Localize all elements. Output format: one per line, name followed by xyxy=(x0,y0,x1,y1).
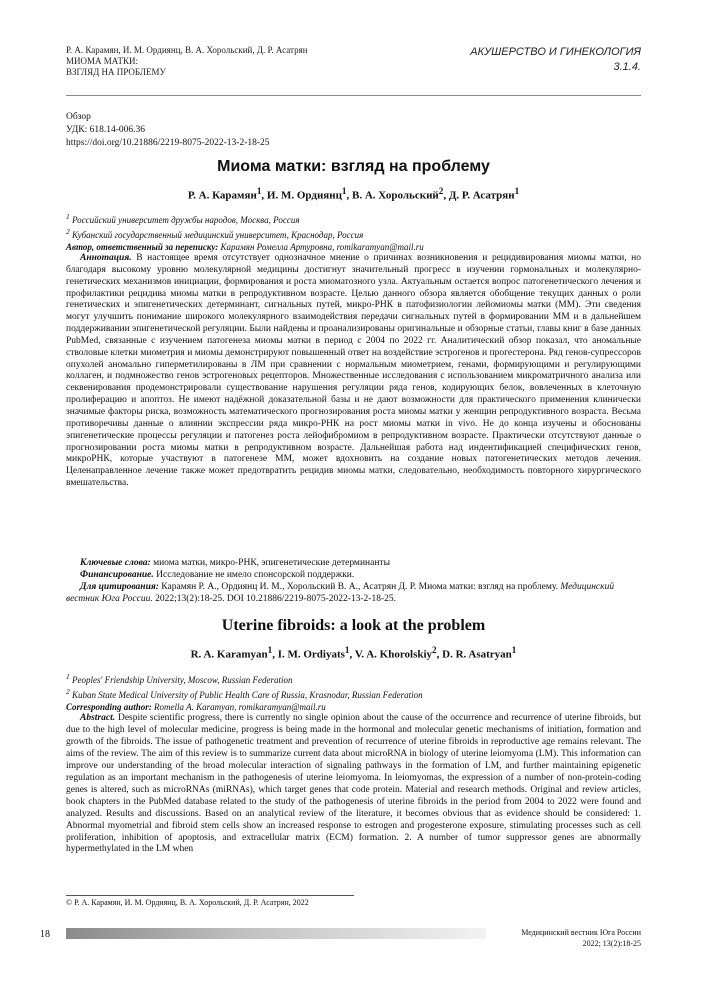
author: D. R. Asatryan xyxy=(442,648,512,661)
running-header-left xyxy=(66,45,308,78)
author-affiliation-mark: 1 xyxy=(344,645,350,655)
affiliation-1: $^1$ Российский университет дружбы народов, Москва, Россия xyxy=(66,212,300,225)
author-affiliation-mark: 1 xyxy=(511,645,517,655)
footnote-divider xyxy=(66,895,354,896)
abstract-text: В настоящее время отсутствует однозначное мнение о причинах возникновения и рецидивирования миомы матки, но благодаря высокому уровню молекулярной медицины достигнут значительный прогресс в изучении гормональных и молекулярно-генетических механизмов инициации, формирования и роста миоматозного узла. Актуальным остается вопрос патогенетического лечения и профилактики рецидива миомы матки в репродуктивном возрасте. Целью данного обзора является обобщение текущих данных о роли генетических и эпигенетических детерминант, сигнальных путей, микро-РНК в патофизиологии лейомиомы матки (ММ). Эти сведения могут улучшить понимание широкого молекулярного взаимодействия передачи сигнальных путей в формировании ММ и в дальнейшем поддерживании эпигенетической регуляции. Были найдены и проанализированы оригинальные и обзорные статьи, главы книг в базе данных PubMed, связанные с изучением патогенеза миомы матки в период с 2004 по 2022 гг. Аналитический обзор показал, что аномальные стволовые клетки миометрия и миомы демонстрируют повышенный ответ на воздействие эстрогенов и прогестерона. Ряд генов-супрессоров опухолей аномально гиперметилированы в ЛМ при сравнении с нормальным миометрием, генами, формирующими и регулирующими коллаген, и подмножество генов эстрогеновых рецепторов. Множественные исследования с использованием микроматричного анализа или секвенирования продемонстрировали существование нарушения регуляции ряда генов, кодирующих белок, вовлеченных в клеточную пролиферацию и апоптоз. Не имеют надёжной доказательной базы и не дают возможности для практического применения клинически значимые факторы риска, возможность математического прогнозирования роста миомы матки у женщин репродуктивного возраста. Весьма противоречивы данные о влиянии экспрессии ряда микро-РНК на рост миомы матки in vivo. Не до конца изучены и обоснованы эпигенетические процессы регуляции и патогенез роста лейофибромиом в репродуктивном возрасте. Практически отсутствуют данные о прогнозировании роста миомы матки в репродуктивном возрасте. Дальнейшая работа над индентификацией специфических генов, микроРНК, которые участвуют в патогенезе ММ, может вдохновить на создание новых патогенетических методов лечения. Целенаправленное лечение также может предотвратить рецидив миомы матки, следовательно, необходимость повторного хирургического вмешательства. xyxy=(66,253,642,489)
corresponding-author: Автор, ответственный за переписку: Карамян Ромелла Артуровна, romikaramyan@mail.ru xyxy=(66,242,424,252)
abstract-en xyxy=(66,713,641,856)
affiliation-1: $^1$ Peoples' Friendship University, Moscow, Russian Federation xyxy=(66,672,293,685)
header-divider xyxy=(66,95,641,96)
author-affiliation-mark: 2 xyxy=(438,186,444,196)
header-section-number: 3.1.4. xyxy=(613,61,641,73)
keywords: Ключевые слова: миома матки, микро-РНК, эпигенетические детерминанты xyxy=(80,558,390,568)
author-affiliation-mark: 1 xyxy=(514,186,520,196)
author-affiliation-mark: 2 xyxy=(432,645,437,655)
page-number: 18 xyxy=(40,929,50,940)
author-affiliation-mark: 1 xyxy=(256,186,262,196)
authors-ru: Р. А. Карамян$^1$, И. М. Ордиянц$^1$, В. А. Хорольский$^2$, Д. Р. Асатрян$^1$ xyxy=(187,186,520,202)
header-title-line1: МИОМА МАТКИ: xyxy=(66,56,138,66)
running-header-right xyxy=(470,45,641,75)
title-en: Uterine fibroids: a look at the problem xyxy=(221,617,486,634)
authors-en: R. A. Karamyan$^1$, I. M. Ordiyats$^1$, V. A. Khorolskiy$^2$, D. R. Asatryan$^1$ xyxy=(190,645,517,661)
article-type: Обзор xyxy=(66,112,91,122)
doi-link[interactable]: https://doi.org/10.21886/2219-8075-2022-13-2-18-25 xyxy=(66,138,270,148)
title-ru: Миома матки: взгляд на проблему xyxy=(217,158,490,175)
affiliation-2: $^2$ Kuban State Medical University of Public Health Care of Russia, Krasnodar, Russian Federation xyxy=(66,687,423,700)
author: Р. А. Карамян xyxy=(187,189,257,202)
author-affiliation-mark: 1 xyxy=(267,645,273,655)
header-section: АКУШЕРСТВО И ГИНЕКОЛОГИЯ xyxy=(470,46,641,58)
article-meta xyxy=(66,111,270,150)
abstract-label: Abstract. xyxy=(80,713,116,723)
author: V. A. Khorolskiy xyxy=(354,648,433,661)
footer-journal-info xyxy=(521,927,641,949)
corresponding-author: Corresponding author: Romella A. Karamyan, romikaramyan@mail.ru xyxy=(66,702,326,712)
author: I. M. Ordiyats xyxy=(277,648,345,661)
footer-gradient-bar xyxy=(66,928,486,939)
affiliations-en xyxy=(66,671,641,713)
udc-code: УДК: 618.14-006.36 xyxy=(66,125,146,135)
citation: Для цитирования: Карамян Р. А., Ордиянц И. М., Хорольский В. А., Асатрян Д. Р. Миома матки: взгляд на проблему. Медицинский вестник Юга России. 2022;13(2):18-25. DOI 10.21886/2219-8075-2022-13-2-18-25. xyxy=(66,582,615,604)
abstract-text: Despite scientific progress, there is currently no single opinion about the cause of the occurrence and recurrence of uterine fibroids, but due to the high level of molecular medicine, progress is being made in the hormonal and molecular genetic mechanisms of initiation, formation and growth of the fibroids. The issue of pathogenetic treatment and prevention of recurrence of uterine fibroids in reproductive age remains relevant. The aims of the review. The aim of this review is to summarize current data about microRNA in biology of uterine leiomyoma (LM). This information can improve our understanding of the broad molecular interaction of signaling pathways in the formation of LM, and further maintaining epigenetic regulation as an important mechanism in the pathogenesis of uterine leiomyoma. In leiomyomas, the expression of a number of non-protein-coding genes is altered, such as microRNAs (miRNAs), which target genes that code protein. Material and research methods. Original and review articles, book chapters in the PubMed database related to the study of the pathogenesis of uterine fibroids in the period from 2004 to 2022 were found and analyzed. Results and discussions. Based on an analytical review of the literature, it becomes obvious that as evidence should be considered: 1. Abnormal myometrial and fibroid stem cells show an increased response to estrogen and progesterone exposure, stimulating processes such as cell proliferation, inhibition of apoptosis, and extracellular matrix (ECM) formation. 2. A number of tumor suppressor genes are abnormally hypermethylated in the LM when xyxy=(66,713,642,855)
copyright-notice: © Р. А. Карамян, И. М. Ордиянц, В. А. Хорольский, Д. Р. Асатрян, 2022 xyxy=(66,898,309,907)
header-title-line2: ВЗГЛЯД НА ПРОБЛЕМУ xyxy=(66,67,166,77)
abstract-label: Аннотация. xyxy=(80,253,132,263)
journal-issue: 2022; 13(2):18-25 xyxy=(582,939,641,948)
author: И. М. Ордиянц xyxy=(266,189,342,202)
funding: Финансирование. Исследование не имело спонсорской поддержки. xyxy=(80,570,355,580)
journal-name: Медицинский вестник Юга России xyxy=(521,928,641,937)
abstract-ru xyxy=(66,253,641,490)
affiliation-2: $^2$ Кубанский государственный медицинский университет, Краснодар, Россия xyxy=(66,227,364,240)
author: R. A. Karamyan xyxy=(190,648,268,661)
author: В. А. Хорольский xyxy=(352,189,439,202)
header-authors: Р. А. Карамян, И. М. Ордиянц, В. А. Хорольский, Д. Р. Асатрян xyxy=(66,45,308,55)
affiliations-ru xyxy=(66,211,641,253)
author: Д. Р. Асатрян xyxy=(448,189,515,202)
author-affiliation-mark: 1 xyxy=(341,186,347,196)
